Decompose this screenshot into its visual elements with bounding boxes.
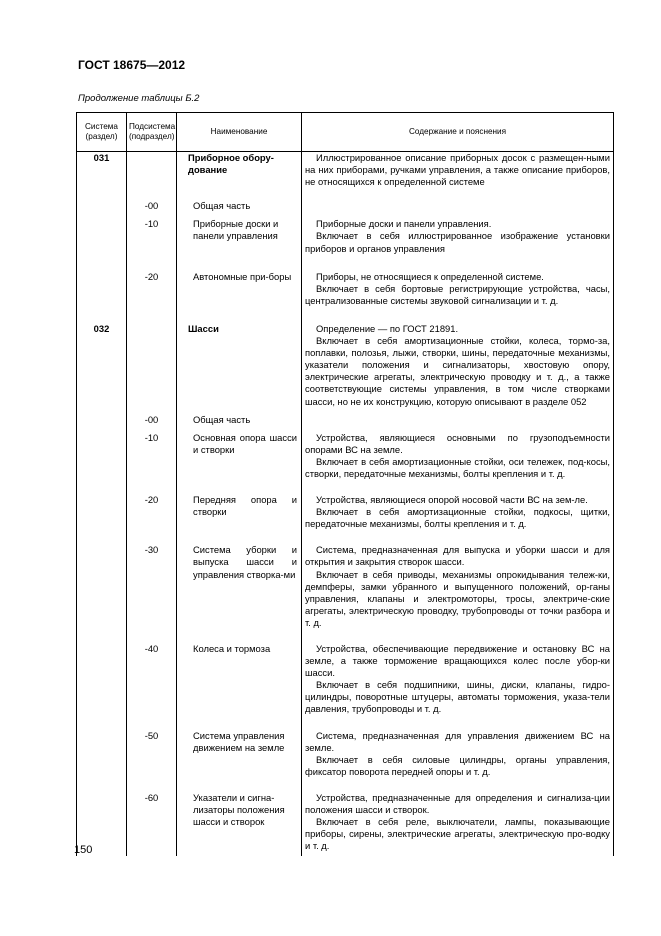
item-description <box>302 730 613 778</box>
item-description <box>302 792 613 852</box>
table-row <box>77 323 614 414</box>
item-description <box>302 218 613 254</box>
description-paragraph: Определение — по ГОСТ 21891. <box>316 322 459 334</box>
description-paragraph: Устройства, являющиеся опорой носовой части ВС на зем-ле. <box>316 494 588 506</box>
subsystem-code: -10 <box>144 431 159 443</box>
subsystem-code: -50 <box>144 729 159 741</box>
item-name: Приборное обору-дование <box>188 152 274 176</box>
description-paragraph: Система, предназначенная для управления движением ВС на земле. <box>305 729 610 753</box>
item-name: Общая часть <box>193 200 251 212</box>
subsystem-code: -00 <box>144 200 159 212</box>
item-name: Указатели и сигна-лизаторы положения шасси и створок <box>193 791 285 828</box>
description-paragraph: Устройства, предназначенные для определения и сигнализа-ции положения шасси и створок. <box>305 791 610 816</box>
classification-table <box>76 112 614 856</box>
item-description <box>302 432 613 480</box>
description-paragraph: Включает в себя приводы, механизмы опрокидывания тележ-ки, демпферы, замки убранного и выпущенного положений, ор-ганы управления, клапаны и электромоторы, тросы, электриче-ские агрегаты, электрическую проводку, трубопроводы от точки разбора и т. д. <box>305 568 610 628</box>
item-description <box>302 494 613 530</box>
subsystem-code: -20 <box>144 494 159 506</box>
subsystem-code: -40 <box>144 643 159 654</box>
subsystem-code: -30 <box>144 544 159 556</box>
item-name: Общая часть <box>193 413 251 425</box>
description-paragraph: Включает в себя амортизационные стойки, подкосы, щитки, передаточные механизмы, болты крепления и т. д. <box>305 506 610 530</box>
item-description <box>302 643 613 716</box>
table-row <box>77 200 614 218</box>
header-subsystem: Подсистема (подраздел) <box>127 113 177 152</box>
table-row <box>77 271 614 323</box>
item-description <box>302 152 613 188</box>
description-paragraph: Включает в себя реле, выключатели, лампы, показывающие приборы, сирены, электрические агрегаты, электрическую про-водку и т. д. <box>305 816 610 852</box>
system-code: 032 <box>93 322 110 334</box>
document-title: ГОСТ 18675—2012 <box>78 58 186 72</box>
system-code: 031 <box>93 152 110 163</box>
item-description <box>302 271 613 307</box>
description-paragraph: Устройства, обеспечивающие передвижение и остановку ВС на земле, а также торможение вращающихся колес после убор-ки шасси. <box>305 643 610 679</box>
subsystem-code: -60 <box>144 791 159 803</box>
description-paragraph: Включает в себя амортизационные стойки, оси тележек, под-косы, створки, передаточные механизмы, болты крепления и т. д. <box>305 455 610 479</box>
description-paragraph: Включает в себя бортовые регистрирующие устройства, часы, централизованные системы звуковой сигнализации и т. д. <box>305 282 610 306</box>
subsystem-code: -10 <box>144 218 159 230</box>
table-row <box>77 218 614 270</box>
item-name: Основная опора шасси и створки <box>193 431 297 455</box>
description-paragraph: Приборы, не относящиеся к определенной системе. <box>316 270 544 282</box>
table-row <box>77 643 614 730</box>
page-number: 150 <box>74 844 93 856</box>
description-paragraph: Включает в себя амортизационные стойки, колеса, тормо-за, поплавки, полозья, лыжи, створки, шины, передаточные механизмы, указатели положения и сигнализаторы, хвостовую опору, электрические агрегаты, электрическую проводку и т. д., а также соответствующие системы управления, в том числе створками шасси, но не их конструкцию, которую описывают в разделе 052 <box>305 335 610 407</box>
header-system: Система (раздел) <box>77 113 127 152</box>
table-row <box>77 494 614 544</box>
subsystem-code: -20 <box>144 270 159 282</box>
description-paragraph: Устройства, являющиеся основными по грузоподъемности опорами ВС на земле. <box>305 431 610 455</box>
table-row <box>77 544 614 643</box>
item-description <box>302 323 613 408</box>
description-paragraph: Включает в себя подшипники, шины, диски, клапаны, гидро-цилиндры, поворотные штуцеры, автоматы торможения, указа-тели давления, трубопроводы и т. д. <box>305 679 610 715</box>
description-paragraph: Приборные доски и панели управления. <box>316 218 492 230</box>
table-caption: Продолжение таблицы Б.2 <box>78 93 200 104</box>
item-name: Шасси <box>188 322 219 334</box>
header-content: Содержание и пояснения <box>302 113 614 152</box>
item-name: Приборные доски и панели управления <box>193 218 279 242</box>
table-row <box>77 432 614 494</box>
description-paragraph: Иллюстрированное описание приборных досок с размещен-ными на них приборами, ручками управления, а также описание приборов, не относящихся к определенной системе <box>305 152 610 188</box>
item-name: Система управления движением на земле <box>193 729 285 753</box>
table-header-row <box>77 113 614 152</box>
item-name: Система уборки и выпуска шасси и управления створка-ми <box>193 544 297 580</box>
header-name: Наименование <box>177 113 302 152</box>
table-row <box>77 730 614 792</box>
subsystem-code: -00 <box>144 413 159 425</box>
item-name: Автономные при-боры <box>193 270 292 282</box>
description-paragraph: Включает в себя силовые цилиндры, органы управления, фиксатор поворота передней опоры и т. д. <box>305 753 610 777</box>
table-row <box>77 152 614 201</box>
table-row <box>77 414 614 432</box>
item-description <box>302 544 613 629</box>
description-paragraph: Система, предназначенная для выпуска и уборки шасси и для открытия и закрытия створок шасси. <box>305 544 610 568</box>
description-paragraph: Включает в себя иллюстрированное изображение установки приборов и органов управления <box>305 230 610 254</box>
table-row <box>77 792 614 856</box>
item-name: Колеса и тормоза <box>193 643 271 654</box>
item-name: Передняя опора и створки <box>193 494 297 518</box>
